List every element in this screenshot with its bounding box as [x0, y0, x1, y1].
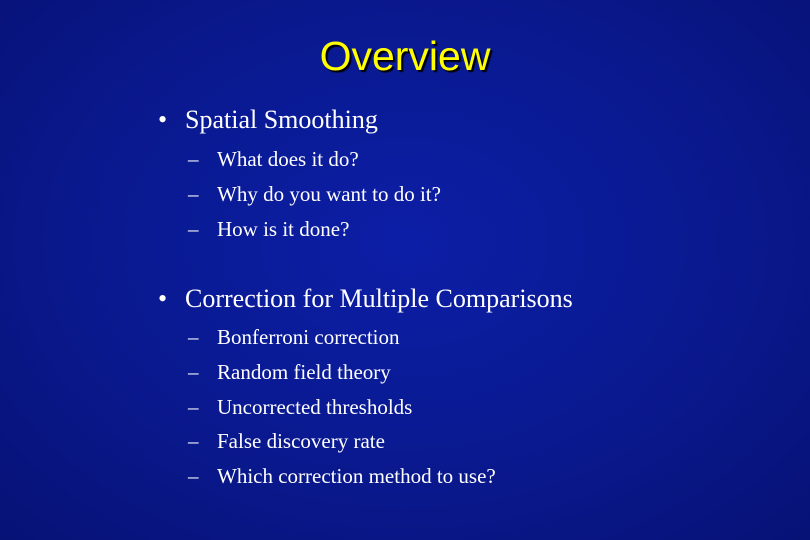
slide-title: Overview — [319, 33, 491, 79]
sub-item — [188, 177, 441, 212]
bullet-text: Correction for Multiple Comparisons — [185, 284, 573, 313]
sub-item-text: False discovery rate — [217, 429, 385, 454]
sub-item — [188, 424, 496, 459]
dash-glyph: – — [188, 216, 199, 241]
sub-item — [188, 142, 441, 177]
sub-list-multiple-comparisons — [188, 320, 496, 494]
bullet-multiple-comparisons — [158, 283, 573, 315]
sub-item — [188, 212, 441, 247]
bullet-dot: • — [158, 284, 168, 313]
sub-item-text: Which correction method to use? — [217, 464, 496, 489]
sub-item — [188, 459, 496, 494]
dash-glyph: – — [188, 181, 199, 206]
dash-glyph: – — [188, 464, 199, 489]
sub-item — [188, 355, 496, 390]
dash-glyph: – — [188, 429, 199, 454]
dash-glyph: – — [188, 325, 199, 349]
sub-item-text: How is it done? — [217, 216, 350, 241]
sub-list-spatial-smoothing — [188, 142, 441, 246]
sub-item — [188, 390, 496, 425]
sub-item-text: What does it do? — [217, 147, 359, 171]
dash-glyph: – — [188, 394, 199, 419]
sub-item-text: Bonferroni correction — [217, 325, 400, 349]
dash-glyph: – — [188, 147, 199, 171]
sub-item-text: Random field theory — [217, 359, 391, 384]
sub-item — [188, 320, 496, 355]
dash-glyph: – — [188, 359, 199, 384]
sub-item-text: Why do you want to do it? — [217, 181, 441, 206]
sub-item-text: Uncorrected thresholds — [217, 394, 413, 419]
bullet-spatial-smoothing — [158, 104, 378, 136]
bullet-text: Spatial Smoothing — [185, 105, 378, 134]
bullet-dot: • — [158, 105, 168, 134]
